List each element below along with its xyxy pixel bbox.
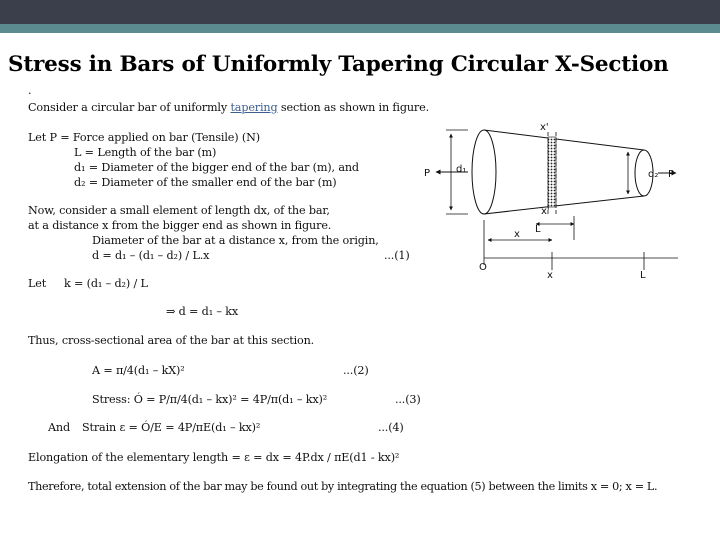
- def-force: Let P = Force applied on bar (Tensile) (N): [28, 131, 260, 144]
- def-d1: d₁ = Diameter of the bigger end of the bar (m), and: [74, 161, 359, 174]
- slide-title: Stress in Bars of Uniformly Tapering Circular X-Section: [8, 52, 669, 77]
- header-bar: [0, 0, 720, 24]
- label-P-right: P: [668, 169, 675, 180]
- eq1-number: ...(1): [384, 249, 410, 262]
- diameter-equation: d = d₁ – (d₁ – d₂) / L.x: [92, 249, 210, 262]
- def-d2: d₂ = Diameter of the smaller end of the bar (m): [74, 176, 337, 189]
- eq2-number: ...(2): [343, 364, 369, 377]
- eq4-number: ...(4): [378, 421, 404, 434]
- tapered-bar-shape: [472, 130, 653, 214]
- label-x-prime-top: x': [540, 122, 549, 133]
- label-d1: d₁: [456, 164, 467, 175]
- element-line-3: Diameter of the bar at a distance x, from the origin,: [92, 234, 379, 247]
- intro-text: [28, 101, 429, 114]
- strain-equation: Strain ε = Ó/E = 4P/πE(d₁ – kx)²: [82, 421, 261, 434]
- stress-equation: Stress: Ó = P/π/4(d₁ – kx)² = 4P/π(d₁ – kx)²: [92, 393, 328, 406]
- intro-post: section as shown in figure.: [277, 101, 429, 114]
- label-x-dim: x: [514, 229, 520, 240]
- element-line-2: at a distance x from the bigger end as shown in figure.: [28, 219, 332, 232]
- area-intro: Thus, cross-sectional area of the bar at this section.: [28, 334, 315, 347]
- k-equation: k = (d₁ – d₂) / L: [64, 277, 148, 290]
- label-d2: d₂: [648, 169, 659, 180]
- label-x-axis: x: [547, 270, 553, 280]
- area-equation: A = π/4(d₁ – kX)²: [92, 364, 185, 377]
- axis-line: [484, 252, 678, 270]
- elongation-equation: Elongation of the elementary length = ε = dx = 4P.dx / πE(d1 - kx)²: [28, 451, 400, 464]
- header-accent-bar: [0, 24, 720, 33]
- tapering-link[interactable]: tapering: [230, 101, 278, 114]
- small-L-dimension: [536, 216, 574, 240]
- tapering-bar-figure: [418, 120, 678, 280]
- label-origin-O: O: [479, 262, 487, 273]
- and-label: And: [48, 421, 70, 434]
- label-L-small: L: [535, 224, 541, 235]
- let-label: Let: [28, 277, 47, 290]
- def-length: L = Length of the bar (m): [74, 146, 217, 159]
- label-x-prime-bottom: x': [541, 206, 550, 217]
- intro-pre: Consider a circular bar of uniformly: [28, 101, 231, 114]
- element-line-1: Now, consider a small element of length dx, of the bar,: [28, 204, 330, 217]
- d-equation: ⇒ d = d₁ – kx: [166, 305, 239, 318]
- eq3-number: ...(3): [395, 393, 421, 406]
- element-dx-strip: [548, 137, 556, 207]
- bullet-dot: .: [28, 84, 32, 97]
- label-L-axis: L: [640, 270, 646, 280]
- label-P-left: P: [424, 168, 431, 179]
- total-extension-text: Therefore, total extension of the bar may be found out by integrating the equation (5) between the limits x = 0; x = L.: [28, 480, 658, 493]
